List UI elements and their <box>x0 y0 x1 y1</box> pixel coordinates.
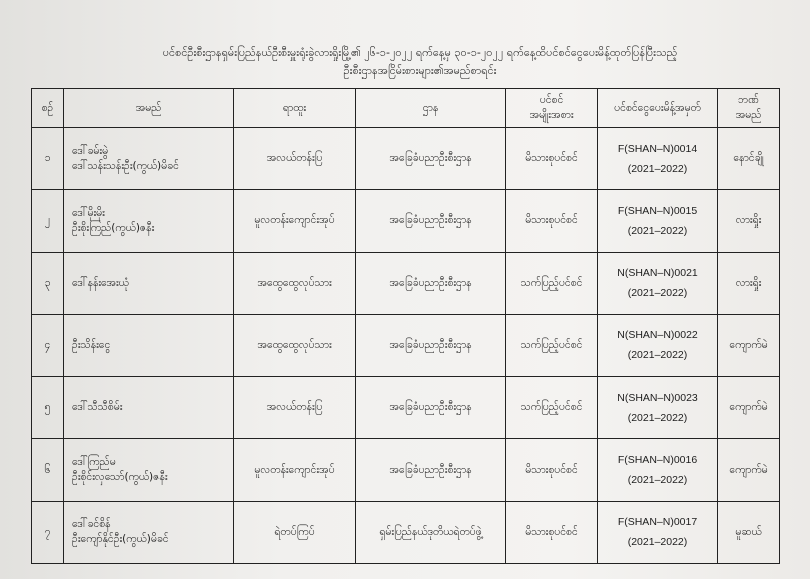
cell-no: ၃ <box>32 252 64 314</box>
header-order-no: ပင်စင်ငွေပေးမိန့်အမှတ် <box>598 89 718 128</box>
cell-order-no-line2: (2021–2022) <box>627 411 688 424</box>
cell-name <box>64 377 234 439</box>
header-bank-line2: အမည် <box>735 109 762 121</box>
cell-pension-type: သက်ပြည့်ပင်စင် <box>506 377 598 439</box>
cell-name-line2: ဒေါ်သန်းသန်းဦး(ကွယ်)မိခင် <box>72 159 179 172</box>
cell-department: အခြေခံပညာဦးစီးဌာန <box>356 439 506 501</box>
cell-order-no <box>598 377 718 439</box>
cell-order-no-line1: N(SHAN–N)0023 <box>617 391 698 404</box>
header-department: ဌာန <box>356 89 506 128</box>
cell-order-no <box>598 501 718 563</box>
cell-bank: နောင်ချို <box>718 128 780 190</box>
cell-order-no <box>598 439 718 501</box>
cell-order-no-line2: (2021–2022) <box>627 287 688 300</box>
cell-pension-type: မိသားစုပင်စင် <box>506 439 598 501</box>
cell-name-line1: ဒေါ်ခင်စိန် <box>72 518 111 531</box>
cell-name <box>64 128 234 190</box>
cell-name <box>64 501 234 563</box>
cell-bank: ကျောက်မဲ <box>718 439 780 501</box>
cell-bank: လားရှိုး <box>718 190 780 252</box>
cell-pension-type: သက်ပြည့်ပင်စင် <box>506 252 598 314</box>
cell-no: ၂ <box>32 190 64 252</box>
cell-bank: လားရှိုး <box>718 252 780 314</box>
cell-order-no-line2: (2021–2022) <box>627 536 688 549</box>
cell-pension-type: မိသားစုပင်စင် <box>506 501 598 563</box>
cell-department: အခြေခံပညာဦးစီးဌာန <box>356 314 506 376</box>
cell-rank: အထွေထွေလုပ်သား <box>234 252 356 314</box>
header-pension-type <box>506 89 598 128</box>
cell-name <box>64 439 234 501</box>
cell-name <box>64 252 234 314</box>
header-rank: ရာထူး <box>234 89 356 128</box>
cell-rank: အလယ်တန်းပြ <box>234 128 356 190</box>
header-name: အမည် <box>64 89 234 128</box>
cell-department: အခြေခံပညာဦးစီးဌာန <box>356 190 506 252</box>
cell-name <box>64 190 234 252</box>
cell-no: ၄ <box>32 314 64 376</box>
cell-order-no-line2: (2021–2022) <box>627 162 688 175</box>
cell-order-no <box>598 190 718 252</box>
cell-bank: ကျောက်မဲ <box>718 314 780 376</box>
header-bank-line1: ဘဏ် <box>738 94 759 106</box>
cell-bank: ကျောက်မဲ <box>718 377 780 439</box>
cell-department: အခြေခံပညာဦးစီးဌာန <box>356 252 506 314</box>
cell-name-line1: ဦးသိန်းငွေ <box>72 338 111 351</box>
cell-pension-type: သက်ပြည့်ပင်စင် <box>506 314 598 376</box>
cell-name-line2: ဦးကျော်နိုင်ဦး(ကွယ်)မိခင် <box>72 533 169 546</box>
cell-name-line1: ဒေါ်မိုးမိုး <box>72 206 105 219</box>
cell-no: ၅ <box>32 377 64 439</box>
cell-order-no-line2: (2021–2022) <box>627 474 688 487</box>
cell-department: အခြေခံပညာဦးစီးဌာန <box>356 128 506 190</box>
cell-no: ၆ <box>32 439 64 501</box>
cell-order-no-line1: F(SHAN–N)0014 <box>617 142 698 155</box>
table-row <box>32 314 780 376</box>
cell-rank: မူလတန်းကျောင်းအုပ် <box>234 439 356 501</box>
cell-name-line1: ဒေါ်ခမ်းမွဲ <box>72 144 109 157</box>
cell-name-line2: ဦးစိုးကြည်(ကွယ်)ဇနီး <box>72 221 155 234</box>
document-title: ပင်စင်ဦးစီးဌာနရှမ်းပြည်နယ်ဦးစီးမှူးရုံးခွဲလားရှိုးမြို့၏ ၂၆-၁-၂၀၂၂ ရက်နေ့မှ ၃၀-၁-၂၀၂၂ ရက်နေ့ထိပင်စင်ငွေပေးမိန့်ထုတ်ပြန်ပြီးသည့် <box>162 46 678 59</box>
table-row <box>32 377 780 439</box>
table-row <box>32 128 780 190</box>
cell-name-line1: ဒေါ်နန်းအေးယုံ <box>72 276 129 289</box>
header-no: စဉ် <box>32 89 64 128</box>
pensioner-table <box>31 88 780 564</box>
cell-order-no <box>598 252 718 314</box>
cell-name-line1: ဒေါ်ကြည်မ <box>72 456 116 469</box>
cell-order-no-line1: F(SHAN–N)0017 <box>617 516 698 529</box>
cell-order-no <box>598 128 718 190</box>
cell-rank: အထွေထွေလုပ်သား <box>234 314 356 376</box>
cell-name-line2: ဦးစိုင်းလှသော်(ကွယ်)ဇနီး <box>72 471 168 484</box>
cell-order-no-line2: (2021–2022) <box>627 349 688 362</box>
cell-rank: ရဲတပ်ကြပ် <box>234 501 356 563</box>
cell-order-no-line1: N(SHAN–N)0022 <box>617 329 698 342</box>
cell-no: ၇ <box>32 501 64 563</box>
cell-department: အခြေခံပညာဦးစီးဌာန <box>356 377 506 439</box>
cell-name <box>64 314 234 376</box>
header-pension-type-line2: အမျိုးအစား <box>529 109 574 121</box>
cell-no: ၁ <box>32 128 64 190</box>
cell-rank: အလယ်တန်းပြ <box>234 377 356 439</box>
header-pension-type-line1: ပင်စင် <box>539 94 564 106</box>
table-row <box>32 439 780 501</box>
cell-department: ရှမ်းပြည်နယ်ဒုတိယရဲတပ်ဖွဲ့ <box>356 501 506 563</box>
document-subtitle: ဦးစီးဌာနအငြိမ်းစားများ၏အမည်စာရင်း <box>343 64 497 77</box>
cell-order-no-line2: (2021–2022) <box>627 224 688 237</box>
cell-pension-type: မိသားစုပင်စင် <box>506 128 598 190</box>
table-row <box>32 501 780 563</box>
cell-order-no-line1: F(SHAN–N)0016 <box>617 454 698 467</box>
header-bank <box>718 89 780 128</box>
cell-pension-type: မိသားစုပင်စင် <box>506 190 598 252</box>
cell-order-no-line1: N(SHAN–N)0021 <box>617 267 698 280</box>
cell-rank: မူလတန်းကျောင်းအုပ် <box>234 190 356 252</box>
table-header-row <box>32 89 780 128</box>
table-row <box>32 190 780 252</box>
cell-name-line1: ဒေါ်သီသီစိမ်း <box>72 401 123 414</box>
table-row <box>32 252 780 314</box>
cell-bank: မူဆယ် <box>718 501 780 563</box>
cell-order-no <box>598 314 718 376</box>
cell-order-no-line1: F(SHAN–N)0015 <box>617 204 698 217</box>
